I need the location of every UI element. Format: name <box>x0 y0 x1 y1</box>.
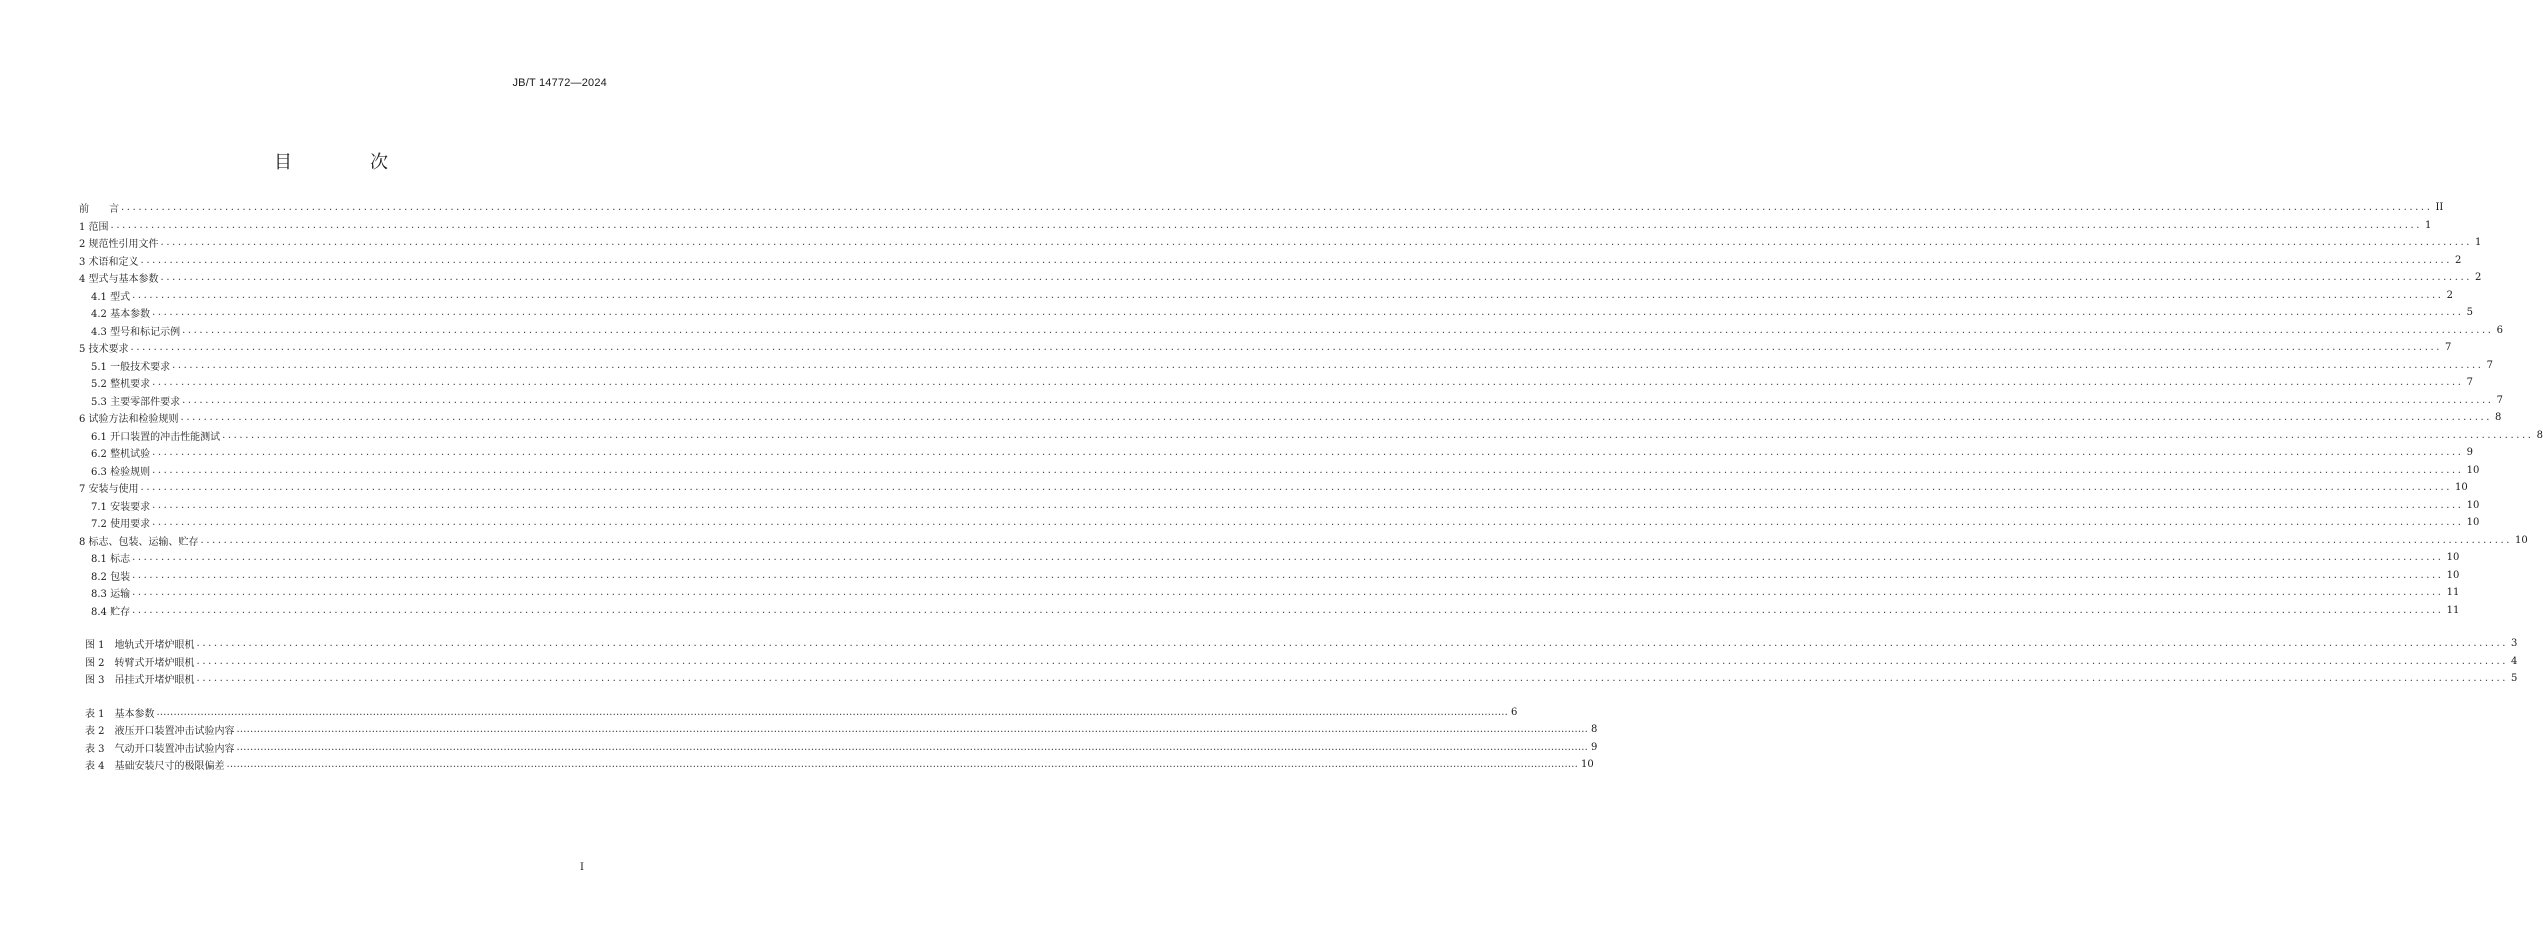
toc-entry[interactable] <box>79 653 2518 671</box>
standard-code: JB/T 14772—2024 <box>512 77 607 89</box>
toc-entry-label: 4 型式与基本参数 <box>79 274 159 286</box>
toc-entry[interactable] <box>79 462 2480 480</box>
dot-leader: ................................................................................................................................................................................................................................................................................................................................................................................................................ <box>182 394 2494 406</box>
toc-entry[interactable] <box>79 497 2480 515</box>
dot-leader: ................................................................................................................................................................................................................................................................................................................................................................................................................ <box>152 464 2464 476</box>
toc-entry-label: 4.1 型式 <box>91 291 131 303</box>
dot-leader: ................................................................................................................................................................................................................................................................................................................................................................................................................ <box>130 342 2443 354</box>
toc-entry-page: 8 <box>2536 429 2543 441</box>
toc-entry-label: 表 4 基础安装尺寸的极限偏差 <box>85 761 225 773</box>
toc-entry[interactable] <box>79 217 2432 235</box>
section-gap <box>79 619 596 635</box>
dot-leader: ................................................................................................................................................................................................................................................................................................................................................................................................................ <box>236 724 1589 736</box>
dot-leader: ................................................................................................................................................................................................................................................................................................................................................................................................................ <box>140 482 2453 494</box>
toc-entry-page: 7 <box>2496 394 2503 406</box>
dot-leader: ................................................................................................................................................................................................................................................................................................................................................................................................................ <box>152 307 2464 319</box>
toc-entry[interactable] <box>79 532 2528 550</box>
dot-leader: ................................................................................................................................................................................................................................................................................................................................................................................................................ <box>152 377 2464 389</box>
toc-entry-page: 11 <box>2446 587 2460 599</box>
page-title: 目 次 <box>274 152 418 173</box>
dot-leader: ................................................................................................................................................................................................................................................................................................................................................................................................................ <box>110 219 2423 231</box>
toc-entry[interactable] <box>79 252 2462 270</box>
toc-entry-label: 7.2 使用要求 <box>91 519 151 531</box>
toc-entry-page: 3 <box>2511 638 2518 650</box>
toc-entry[interactable] <box>79 287 2453 305</box>
toc-entry-label: 2 规范性引用文件 <box>79 239 159 251</box>
toc-entry-label: 图 2 转臂式开堵炉眼机 <box>85 657 195 669</box>
toc-entry-page: 4 <box>2511 655 2518 667</box>
dot-leader: ................................................................................................................................................................................................................................................................................................................................................................................................................ <box>152 517 2464 529</box>
page-number: I <box>580 862 584 873</box>
toc-entry[interactable] <box>79 234 2482 252</box>
toc-entry[interactable] <box>79 269 2482 287</box>
toc-entry-page: II <box>2435 202 2444 214</box>
toc-entry-label: 4.2 基本参数 <box>91 309 151 321</box>
toc-entry-page: 10 <box>1581 759 1594 771</box>
toc-entry-label: 6.1 开口装置的冲击性能测试 <box>91 431 221 443</box>
toc-entry[interactable] <box>79 704 1518 722</box>
toc-entry-label: 4.3 型号和标记示例 <box>91 326 181 338</box>
toc-entry[interactable] <box>79 392 2503 410</box>
toc-entry-label: 8.3 运输 <box>91 589 131 601</box>
dot-leader: ................................................................................................................................................................................................................................................................................................................................................................................................................ <box>200 534 2513 546</box>
toc-entry-page: 10 <box>2455 482 2468 494</box>
toc-entry-page: 10 <box>2466 464 2480 476</box>
toc-entry-page: 10 <box>2446 552 2460 564</box>
toc-entry-page: 9 <box>2466 447 2473 459</box>
toc-entry-label: 7 安装与使用 <box>79 484 139 496</box>
toc-entry[interactable] <box>79 322 2503 340</box>
dot-leader: ................................................................................................................................................................................................................................................................................................................................................................................................................ <box>152 499 2464 511</box>
dot-leader: ................................................................................................................................................................................................................................................................................................................................................................................................................ <box>160 237 2473 249</box>
toc-entry-page: 6 <box>2496 324 2503 336</box>
dot-leader: ................................................................................................................................................................................................................................................................................................................................................................................................................ <box>182 324 2494 336</box>
dot-leader: ................................................................................................................................................................................................................................................................................................................................................................................................................ <box>132 587 2444 599</box>
dot-leader: ................................................................................................................................................................................................................................................................................................................................................................................................................ <box>132 569 2444 581</box>
dot-leader: ................................................................................................................................................................................................................................................................................................................................................................................................................ <box>196 673 2509 685</box>
dot-leader: ................................................................................................................................................................................................................................................................................................................................................................................................................ <box>160 272 2473 284</box>
dot-leader: ................................................................................................................................................................................................................................................................................................................................................................................................................ <box>132 604 2444 616</box>
toc-entry-label: 6.2 整机试验 <box>91 449 151 461</box>
dot-leader: ................................................................................................................................................................................................................................................................................................................................................................................................................ <box>156 706 1509 718</box>
toc-entry-page: 10 <box>2466 499 2480 511</box>
toc-entry-page: 5 <box>2466 307 2473 319</box>
dot-leader: ................................................................................................................................................................................................................................................................................................................................................................................................................ <box>196 655 2509 667</box>
toc-entry[interactable] <box>79 374 2473 392</box>
table-of-contents <box>79 199 2543 774</box>
toc-entry-label: 5.2 整机要求 <box>91 379 151 391</box>
toc-entry-label: 5.1 一般技术要求 <box>91 361 171 373</box>
toc-entry-label: 5.3 主要零部件要求 <box>91 396 181 408</box>
toc-entry[interactable] <box>79 479 2468 497</box>
toc-entry[interactable] <box>79 584 2460 602</box>
toc-entry-label: 前 言 <box>79 204 119 216</box>
toc-entry[interactable] <box>79 670 2518 688</box>
toc-entry[interactable] <box>79 514 2480 532</box>
toc-sections <box>79 199 2543 619</box>
toc-entry-page: 2 <box>2455 254 2462 266</box>
toc-entry-page: 6 <box>1511 706 1518 718</box>
toc-entry-page: 8 <box>2495 412 2502 424</box>
toc-entry-page: 10 <box>2446 569 2460 581</box>
toc-entry[interactable] <box>79 567 2460 585</box>
toc-entry-label: 8.1 标志 <box>91 554 131 566</box>
dot-leader: ................................................................................................................................................................................................................................................................................................................................................................................................................ <box>132 289 2444 301</box>
toc-entry[interactable] <box>79 304 2473 322</box>
toc-entry[interactable] <box>79 549 2460 567</box>
toc-entry[interactable] <box>79 444 2473 462</box>
toc-entry-label: 6.3 检验规则 <box>91 466 151 478</box>
toc-entry[interactable] <box>79 602 2460 620</box>
toc-entry[interactable] <box>79 427 2543 445</box>
toc-entry-label: 图 1 地轨式开堵炉眼机 <box>85 640 195 652</box>
toc-entry-page: 7 <box>2486 359 2493 371</box>
toc-entry-page: 2 <box>2446 289 2453 301</box>
dot-leader: ................................................................................................................................................................................................................................................................................................................................................................................................................ <box>226 759 1579 771</box>
toc-entry-label: 表 1 基本参数 <box>85 708 155 720</box>
toc-entry-label: 7.1 安装要求 <box>91 501 151 513</box>
toc-entry[interactable] <box>79 199 2444 217</box>
dot-leader: ................................................................................................................................................................................................................................................................................................................................................................................................................ <box>132 552 2444 564</box>
dot-leader: ................................................................................................................................................................................................................................................................................................................................................................................................................ <box>236 741 1589 753</box>
dot-leader: ................................................................................................................................................................................................................................................................................................................................................................................................................ <box>121 202 2433 214</box>
toc-tables <box>79 704 1598 774</box>
dot-leader: ................................................................................................................................................................................................................................................................................................................................................................................................................ <box>222 429 2534 441</box>
toc-entry-page: 2 <box>2475 272 2482 284</box>
toc-entry[interactable] <box>79 721 1598 739</box>
toc-entry-page: 10 <box>2466 517 2480 529</box>
toc-entry-label: 1 范围 <box>79 221 109 233</box>
toc-entry-label: 8.4 贮存 <box>91 606 131 618</box>
toc-entry[interactable] <box>79 339 2452 357</box>
toc-entry-label: 8.2 包装 <box>91 571 131 583</box>
toc-entry-page: 7 <box>2445 342 2452 354</box>
dot-leader: ................................................................................................................................................................................................................................................................................................................................................................................................................ <box>140 254 2453 266</box>
toc-entry-label: 表 2 液压开口装置冲击试验内容 <box>85 726 235 738</box>
dot-leader: ................................................................................................................................................................................................................................................................................................................................................................................................................ <box>180 412 2493 424</box>
toc-entry-label: 5 技术要求 <box>79 344 129 356</box>
dot-leader: ................................................................................................................................................................................................................................................................................................................................................................................................................ <box>196 638 2509 650</box>
toc-entry[interactable] <box>79 635 2518 653</box>
toc-entry-page: 8 <box>1591 724 1598 736</box>
toc-entry-page: 10 <box>2515 534 2528 546</box>
toc-entry[interactable] <box>79 739 1598 757</box>
toc-entry-label: 图 3 吊挂式开堵炉眼机 <box>85 675 195 687</box>
toc-entry[interactable] <box>79 756 1594 774</box>
toc-entry-label: 3 术语和定义 <box>79 256 139 268</box>
toc-entry-page: 1 <box>2425 219 2432 231</box>
toc-entry-page: 7 <box>2466 377 2473 389</box>
dot-leader: ................................................................................................................................................................................................................................................................................................................................................................................................................ <box>152 447 2464 459</box>
toc-entry-label: 表 3 气动开口装置冲击试验内容 <box>85 743 235 755</box>
toc-entry[interactable] <box>79 409 2502 427</box>
toc-entry-page: 1 <box>2475 237 2482 249</box>
toc-entry[interactable] <box>79 357 2493 375</box>
toc-entry-page: 5 <box>2511 673 2518 685</box>
toc-entry-label: 6 试验方法和检验规则 <box>79 414 179 426</box>
toc-entry-page: 9 <box>1591 741 1598 753</box>
toc-entry-label: 8 标志、包装、运输、贮存 <box>79 536 199 548</box>
section-gap <box>79 688 596 704</box>
toc-figures <box>79 635 2518 688</box>
dot-leader: ................................................................................................................................................................................................................................................................................................................................................................................................................ <box>172 359 2484 371</box>
toc-entry-page: 11 <box>2446 604 2460 616</box>
